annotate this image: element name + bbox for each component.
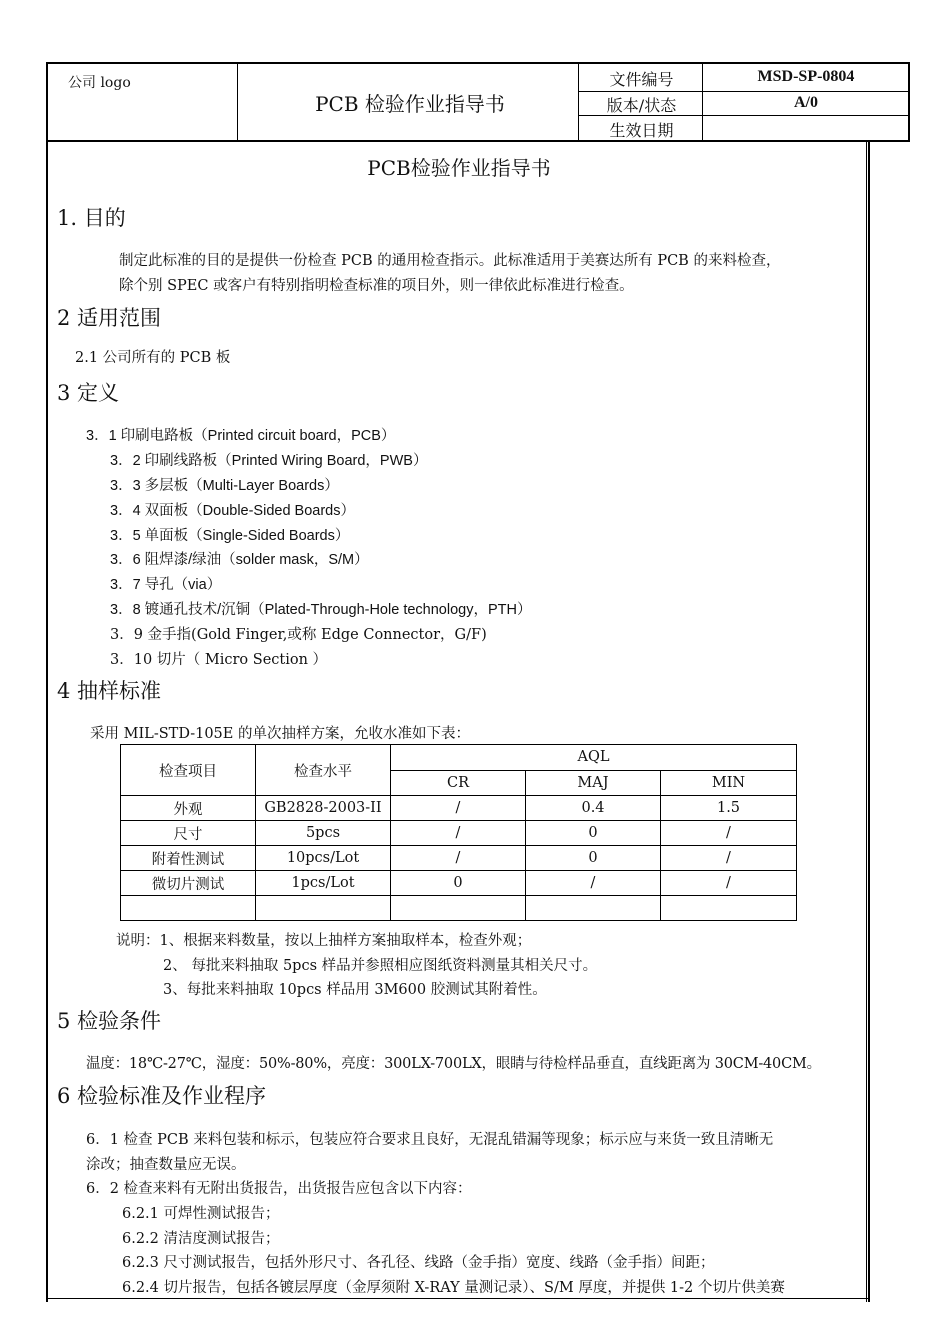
section-4-heading: 4 抽样标准 xyxy=(57,679,162,703)
divider xyxy=(578,91,908,92)
definition-item: 3．10 切片（ Micro Section ） xyxy=(110,652,328,668)
document-header xyxy=(46,62,910,142)
table-row xyxy=(121,871,797,896)
section-3-heading: 3 定义 xyxy=(57,381,120,405)
sampling-note: 3、每批来料抽取 10pcs 样品用 3M600 胶测试其附着性。 xyxy=(163,982,547,998)
table-cell: 外观 xyxy=(121,796,256,821)
table-row xyxy=(121,846,797,871)
procedure-line: 6．2 检查来料有无附出货报告，出货报告应包含以下内容： xyxy=(86,1181,472,1197)
table-row xyxy=(121,796,797,821)
table-header-maj: MAJ xyxy=(526,770,661,796)
procedure-line: 涂改；抽查数量应无误。 xyxy=(86,1157,246,1173)
frame-border xyxy=(866,142,870,1302)
aql-table xyxy=(120,744,797,921)
definition-item: 3．2 印刷线路板（Printed Wiring Board，PWB） xyxy=(110,453,428,469)
table-cell: 尺寸 xyxy=(121,821,256,846)
section-1-line: 制定此标准的目的是提供一份检查 PCB 的通用检查指示。此标准适用于美赛达所有 PCB 的来料检查， xyxy=(119,253,781,269)
label-effective-date: 生效日期 xyxy=(609,121,674,140)
table-cell xyxy=(526,896,661,921)
table-cell: 10pcs/Lot xyxy=(256,846,391,871)
table-cell: 5pcs xyxy=(256,821,391,846)
procedure-line: 6．1 检查 PCB 来料包装和标示，包装应符合要求且良好，无混乱错漏等现象；标示应与来货一致且清晰无 xyxy=(86,1132,774,1148)
sampling-intro: 采用 MIL-STD-105E 的单次抽样方案，允收水准如下表： xyxy=(90,726,470,742)
definition-item: 3．1 印刷电路板（Printed circuit board，PCB） xyxy=(86,428,396,444)
table-header-level: 检查水平 xyxy=(256,745,391,796)
definition-item: 3．6 阻焊漆/绿油（solder mask，S/M） xyxy=(110,552,369,568)
table-cell: / xyxy=(391,821,526,846)
table-header-cr: CR xyxy=(391,770,526,796)
table-cell: 0 xyxy=(391,871,526,896)
procedure-line: 6.2.2 清洁度测试报告； xyxy=(122,1231,280,1247)
section-1-line: 除个别 SPEC 或客户有特别指明检查标准的项目外，则一律依此标准进行检查。 xyxy=(119,278,634,294)
table-header-min: MIN xyxy=(661,770,797,796)
page-title: PCB检验作业指导书 xyxy=(367,156,551,180)
table-cell: 0 xyxy=(526,821,661,846)
table-cell: / xyxy=(526,871,661,896)
definition-item: 3．7 导孔（via） xyxy=(110,577,222,593)
company-logo: 公司 logo xyxy=(68,75,131,91)
document-name: PCB 检验作业指导书 xyxy=(315,91,505,116)
table-cell: / xyxy=(391,796,526,821)
sampling-note: 说明：1、根据来料数量，按以上抽样方案抽取样本，检查外观； xyxy=(116,933,532,949)
section-2-item: 2.1 公司所有的 PCB 板 xyxy=(75,350,231,366)
table-header-aql: AQL xyxy=(391,745,797,771)
table-cell: 1pcs/Lot xyxy=(256,871,391,896)
table-cell: 附着性测试 xyxy=(121,846,256,871)
section-6-heading: 6 检验标准及作业程序 xyxy=(57,1084,267,1108)
table-row xyxy=(121,896,797,921)
table-cell xyxy=(256,896,391,921)
sampling-note: 2、 每批来料抽取 5pcs 样品并参照相应图纸资料测量其相关尺寸。 xyxy=(163,958,598,974)
table-cell xyxy=(661,896,797,921)
definition-item: 3．9 金手指(Gold Finger,或称 Edge Connector，G/F) xyxy=(110,627,487,643)
table-cell: 微切片测试 xyxy=(121,871,256,896)
table-row xyxy=(121,821,797,846)
table-cell xyxy=(121,896,256,921)
version-value: A/0 xyxy=(794,94,818,111)
table-cell: / xyxy=(661,846,797,871)
procedure-line: 6.2.4 切片报告，包括各镀层厚度（金厚须附 X-RAY 量测记录）、S/M 厚度，并提供 1-2 个切片供美赛 xyxy=(122,1280,785,1296)
section-2-heading: 2 适用范围 xyxy=(57,306,162,330)
table-cell: GB2828-2003-II xyxy=(256,796,391,821)
table-cell: / xyxy=(661,821,797,846)
doc-number-value: MSD-SP-0804 xyxy=(757,68,855,85)
procedure-line: 6.2.3 尺寸测试报告，包括外形尺寸、各孔径、线路（金手指）宽度、线路（金手指）间距； xyxy=(122,1255,715,1271)
table-cell: / xyxy=(391,846,526,871)
section-1-heading: 1. 目的 xyxy=(57,206,126,230)
section-5-heading: 5 检验条件 xyxy=(57,1009,162,1033)
definition-item: 3．8 镀通孔技术/沉铜（Plated-Through-Hole technology，PTH） xyxy=(110,602,532,618)
procedure-line: 6.2.1 可焊性测试报告； xyxy=(122,1206,280,1222)
table-cell: 1.5 xyxy=(661,796,797,821)
definition-item: 3．3 多层板（Multi-Layer Boards） xyxy=(110,478,339,494)
table-cell: 0.4 xyxy=(526,796,661,821)
label-doc-number: 文件编号 xyxy=(609,70,674,89)
definition-item: 3．4 双面板（Double-Sided Boards） xyxy=(110,503,355,519)
label-version: 版本/状态 xyxy=(606,96,677,115)
definition-item: 3．5 单面板（Single-Sided Boards） xyxy=(110,528,350,544)
table-header-item: 检查项目 xyxy=(121,745,256,796)
frame-bottom xyxy=(46,1298,870,1299)
table-cell: / xyxy=(661,871,797,896)
table-cell: 0 xyxy=(526,846,661,871)
divider xyxy=(237,64,238,140)
table-cell xyxy=(391,896,526,921)
inspection-conditions: 温度：18℃-27℃，湿度：50%-80%，亮度：300LX-700LX，眼睛与待检样品垂直，直线距离为 30CM-40CM。 xyxy=(86,1056,821,1072)
